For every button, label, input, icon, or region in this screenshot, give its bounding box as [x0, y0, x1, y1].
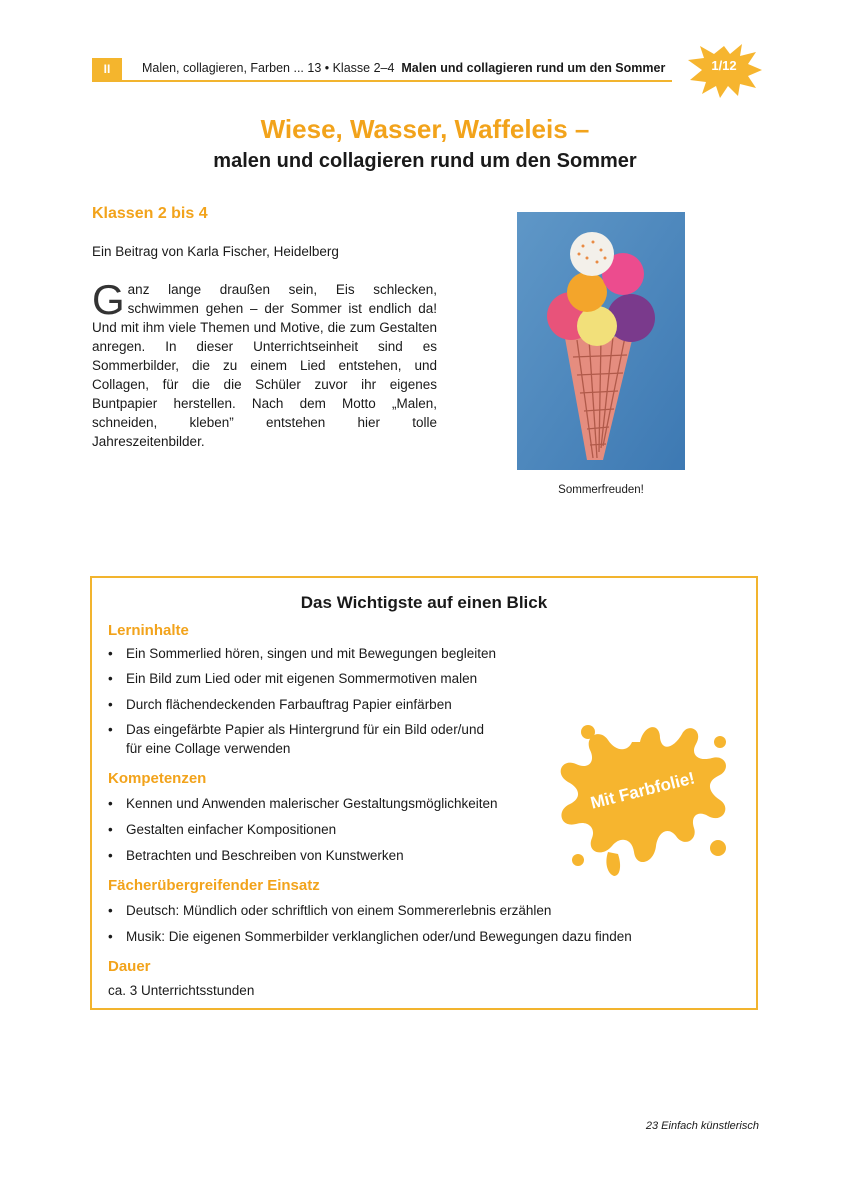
intro-paragraph — [92, 276, 437, 451]
kompetenzen-heading: Kompetenzen — [108, 770, 207, 787]
grade-level: Klassen 2 bis 4 — [92, 205, 208, 222]
footer-text: 23 Einfach künstlerisch — [645, 1120, 759, 1132]
section-tab: II — [92, 58, 122, 80]
dauer-text: ca. 3 Unterrichtsstunden — [108, 983, 255, 998]
page-title: Wiese, Wasser, Waffeleis – — [260, 114, 590, 144]
running-header — [92, 58, 672, 82]
page-number: 1/12 — [711, 58, 737, 73]
faecher-heading: Fächerübergreifender Einsatz — [108, 877, 320, 894]
author-byline: Ein Beitrag von Karla Fischer, Heidelberg — [92, 244, 339, 259]
summary-title: Das Wichtigste auf einen Blick — [300, 593, 548, 612]
ice-cream-photo — [517, 212, 685, 470]
list-item: • Durch flächendeckenden Farbauftrag Papier einfärben — [108, 697, 452, 712]
list-item: • Ein Sommerlied hören, singen und mit Bewegungen begleiten — [108, 646, 496, 661]
header-series: Malen, collagieren, Farben ... 13 • Klasse 2–4 — [142, 61, 395, 75]
list-item: • Ein Bild zum Lied oder mit eigenen Sommermotiven malen — [108, 671, 478, 686]
list-item: • Deutsch: Mündlich oder schriftlich von einem Sommererlebnis erzählen — [108, 903, 552, 918]
list-item: • Kennen und Anwenden malerischer Gestaltungsmöglichkeiten — [108, 796, 498, 811]
header-title: Malen und collagieren rund um den Sommer — [401, 61, 666, 75]
header-text — [142, 61, 665, 75]
page-subtitle: malen und collagieren rund um den Sommer — [213, 150, 637, 172]
splash-label: Mit Farbfolie! — [588, 768, 697, 813]
drop-cap: G — [92, 276, 125, 323]
farbfolie-splash — [548, 712, 738, 882]
list-item: • Musik: Die eigenen Sommerbilder verklanglichen oder/und Bewegungen dazu finden — [108, 929, 632, 944]
page-number-badge — [684, 40, 764, 100]
list-item-continuation: für eine Collage verwenden — [126, 741, 291, 756]
list-item: • Das eingefärbte Papier als Hintergrund für ein Bild oder/und — [108, 722, 484, 737]
dauer-heading: Dauer — [108, 958, 151, 975]
lerninhalte-heading: Lerninhalte — [108, 622, 189, 639]
photo-caption: Sommerfreuden! — [558, 484, 644, 496]
list-item: • Betrachten und Beschreiben von Kunstwerken — [108, 848, 404, 863]
list-item: • Gestalten einfacher Kompositionen — [108, 822, 337, 837]
intro-text: anz lange draußen sein, Eis schlecken, schwimmen gehen – der Sommer ist endlich da! Und mit ihm viele Themen und Motive, die zum Gestalten anregen. In dieser Unterrichtseinheit sind es Sommerbilder, die zu einem Lied entstehen, und Collagen, für die die Schüler zuvor ihr eigenes Buntpapier herstellen. Nach dem Motto „Malen, schneiden, kleben” entstehen hier tolle Jahreszeitenbilder. — [92, 282, 437, 449]
